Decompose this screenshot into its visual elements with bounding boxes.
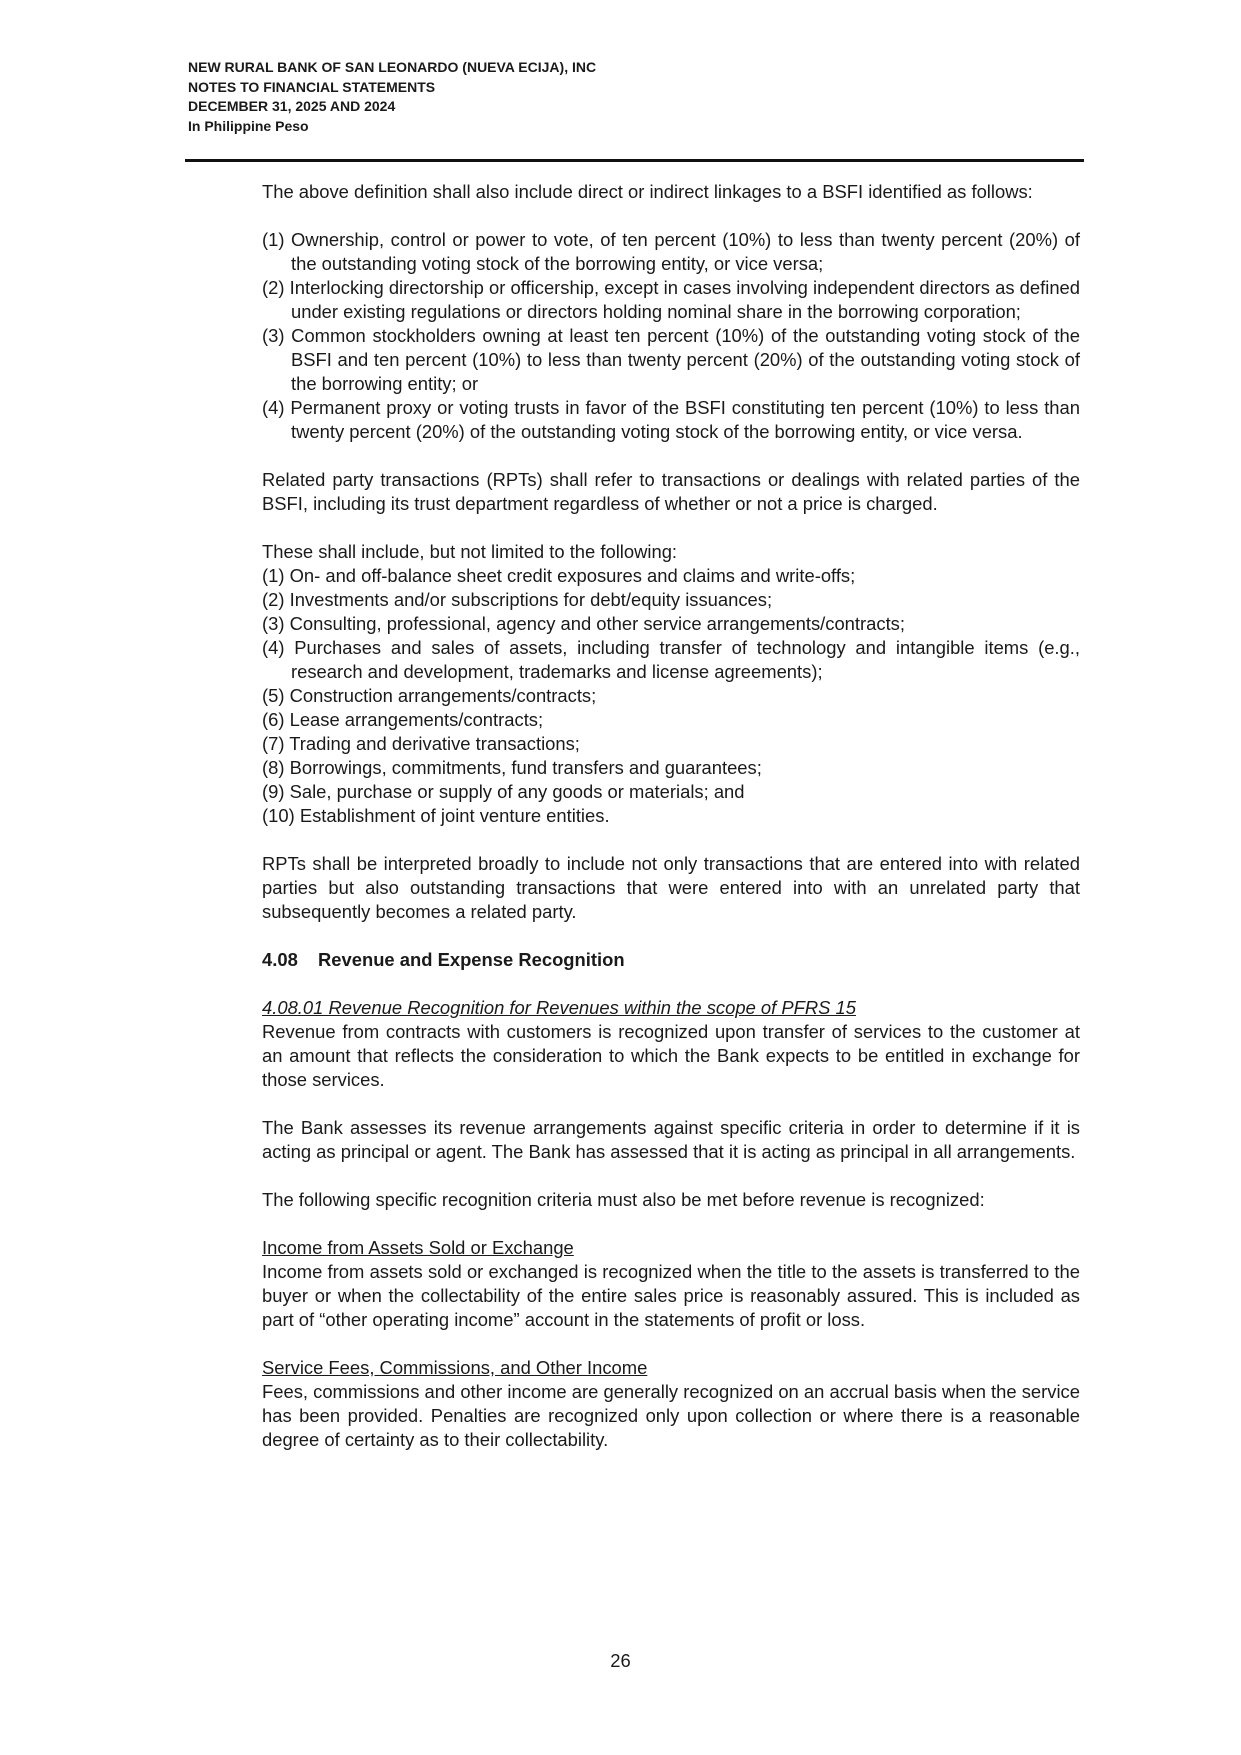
- rpt-item-6: (6) Lease arrangements/contracts;: [262, 709, 544, 730]
- assets-sold-paragraph: Income from assets sold or exchanged is recognized when the title to the assets is transferred to the buyer or when the collectability of the entire sales price is reasonably assured. This is included as part of “other operating income” account in the statements of profit or loss.: [262, 1261, 1080, 1330]
- document-body: [262, 180, 1080, 1476]
- rpt-item-1: (1) On- and off-balance sheet credit exposures and claims and write-offs;: [262, 565, 856, 586]
- section-heading: [262, 948, 1080, 972]
- fees-paragraph: Fees, commissions and other income are generally recognized on an accrual basis when the service has been provided. Penalties are recognized only upon collection or where there is a reasonable degree of certainty as to their collectability.: [262, 1381, 1080, 1450]
- rpt-item-2: (2) Investments and/or subscriptions for debt/equity issuances;: [262, 589, 773, 610]
- rpt-broad-paragraph: RPTs shall be interpreted broadly to include not only transactions that are entered into with related parties but also outstanding transactions that were entered into with an unrelated party that subsequently becomes a related party.: [262, 853, 1080, 922]
- rpt-items-lead: These shall include, but not limited to the following:: [262, 541, 678, 562]
- rpt-item-10: (10) Establishment of joint venture entities.: [262, 805, 610, 826]
- subsection-title: 4.08.01 Revenue Recognition for Revenues within the scope of PFRS 15: [262, 997, 856, 1018]
- fees-title: Service Fees, Commissions, and Other Income: [262, 1357, 648, 1378]
- header-divider: [185, 159, 1084, 162]
- revenue-recognition-block: [262, 996, 1080, 1092]
- section-title: Revenue and Expense Recognition: [318, 949, 625, 970]
- header-document-title: NOTES TO FINANCIAL STATEMENTS: [188, 78, 436, 95]
- rpt-item-7: (7) Trading and derivative transactions;: [262, 733, 580, 754]
- rpt-item-9: (9) Sale, purchase or supply of any goods or materials; and: [262, 781, 745, 802]
- header-company-name: NEW RURAL BANK OF SAN LEONARDO (NUEVA ECIJA), INC: [188, 59, 597, 75]
- section-number: 4.08: [262, 949, 298, 970]
- assets-sold-title: Income from Assets Sold or Exchange: [262, 1237, 574, 1258]
- page-number: 26: [610, 1650, 631, 1671]
- linkage-intro-paragraph: The above definition shall also include direct or indirect linkages to a BSFI identified as follows:: [262, 181, 1033, 202]
- criteria-paragraph: The following specific recognition criteria must also be met before revenue is recognized:: [262, 1189, 985, 1210]
- fees-block: [262, 1356, 1080, 1452]
- linkage-item-1: (1) Ownership, control or power to vote, of ten percent (10%) to less than twenty percent (20%) of the outstanding voting stock of the borrowing entity, or vice versa;: [262, 229, 1080, 274]
- rpt-definition-paragraph: Related party transactions (RPTs) shall refer to transactions or dealings with related parties of the BSFI, including its trust department regardless of whether or not a price is charged.: [262, 469, 1080, 514]
- revenue-paragraph: Revenue from contracts with customers is recognized upon transfer of services to the customer at an amount that reflects the consideration to which the Bank expects to be entitled in exchange for those services.: [262, 1021, 1080, 1090]
- rpt-item-5: (5) Construction arrangements/contracts;: [262, 685, 597, 706]
- rpt-item-4: (4) Purchases and sales of assets, including transfer of technology and intangible items (e.g., research and development, trademarks and license agreements);: [262, 637, 1080, 682]
- principal-agent-paragraph: The Bank assesses its revenue arrangements against specific criteria in order to determine if it is acting as principal or agent. The Bank has assessed that it is acting as principal in all arrangements.: [262, 1117, 1080, 1162]
- header-period: DECEMBER 31, 2025 AND 2024: [188, 98, 396, 114]
- document-header: [188, 58, 1088, 136]
- linkage-item-3: (3) Common stockholders owning at least ten percent (10%) of the outstanding voting stock of the BSFI and ten percent (10%) to less than twenty percent (20%) of the outstanding voting stock of the borrowing entity; or: [262, 325, 1080, 394]
- rpt-items-list: [262, 540, 1080, 828]
- rpt-item-8: (8) Borrowings, commitments, fund transfers and guarantees;: [262, 757, 762, 778]
- header-currency: In Philippine Peso: [188, 117, 309, 134]
- linkage-item-4: (4) Permanent proxy or voting trusts in favor of the BSFI constituting ten percent (10%) to less than twenty percent (20%) of the outstanding voting stock of the borrowing entity, or vice versa.: [262, 397, 1080, 442]
- rpt-item-3: (3) Consulting, professional, agency and other service arrangements/contracts;: [262, 613, 905, 634]
- assets-sold-block: [262, 1236, 1080, 1332]
- linkage-list: [262, 228, 1080, 444]
- linkage-item-2: (2) Interlocking directorship or officership, except in cases involving independent directors as defined under existing regulations or directors holding nominal share in the borrowing corporation;: [262, 277, 1080, 322]
